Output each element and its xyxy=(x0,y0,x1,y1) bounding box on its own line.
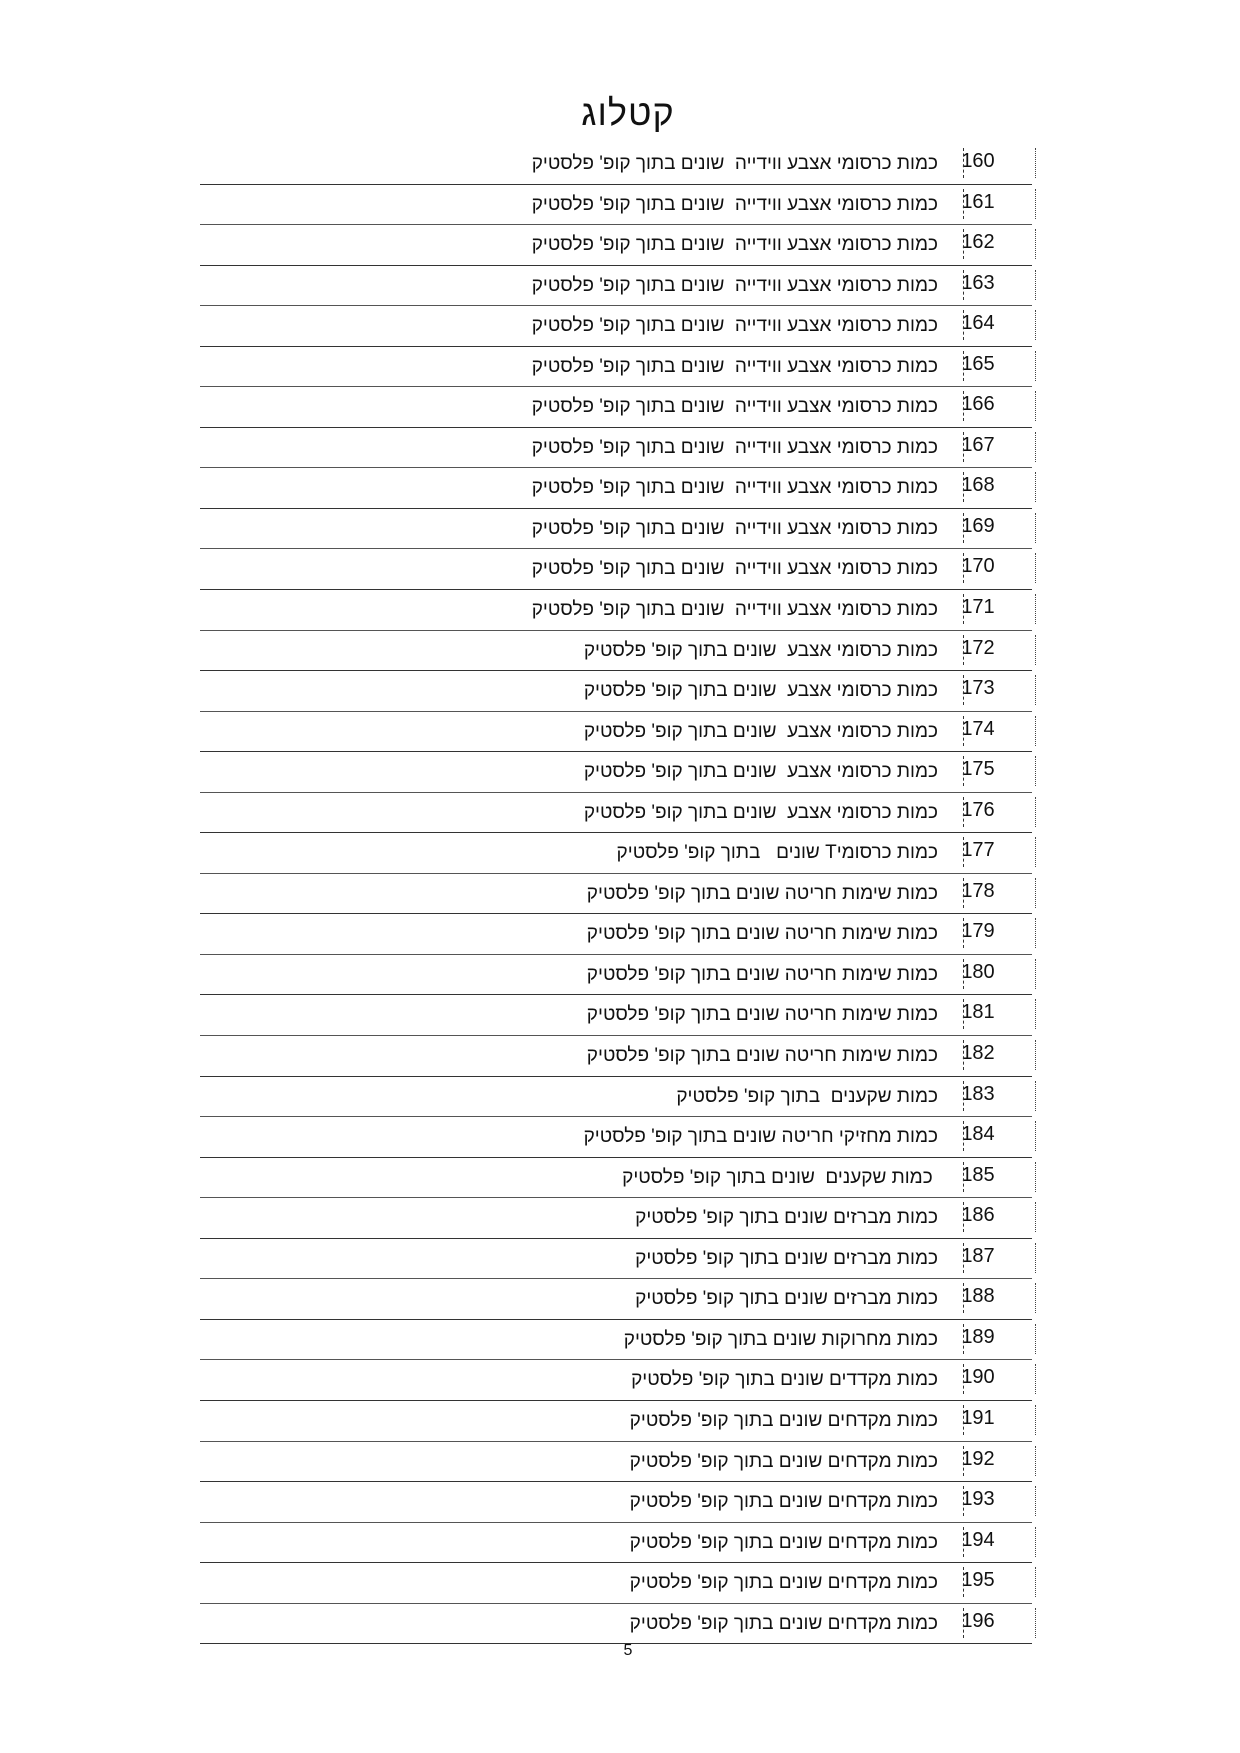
row-edge-mark xyxy=(1035,1486,1036,1516)
item-number: 174 xyxy=(961,717,995,740)
item-number: 168 xyxy=(961,474,995,497)
column-divider xyxy=(963,1121,964,1151)
item-number: 191 xyxy=(961,1406,995,1429)
item-description: כמות שימות חריטה שונים בתוך קופ' פלסטיק xyxy=(586,1004,938,1026)
row-edge-mark xyxy=(1035,716,1036,746)
table-row xyxy=(200,225,1032,266)
item-description: כמות כרסומי אצבע ווידייה שונים בתוך קופ' פלסטיק xyxy=(531,355,938,377)
table-row xyxy=(200,631,1032,672)
item-description: כמות שימות חריטה שונים בתוך קופ' פלסטיק xyxy=(586,963,938,985)
table-row xyxy=(200,712,1032,753)
item-description: כמות כרסומי אצבע ווידייה שונים בתוך קופ' פלסטיק xyxy=(531,193,938,215)
table-row xyxy=(200,955,1032,996)
item-description: כמות כרסומיT שונים בתוך קופ' פלסטיק xyxy=(616,842,938,864)
table-row xyxy=(200,1117,1032,1158)
column-divider xyxy=(963,918,964,948)
item-number: 166 xyxy=(961,393,995,416)
table-row xyxy=(200,549,1032,590)
row-edge-mark xyxy=(1035,594,1036,624)
table-row xyxy=(200,1482,1032,1523)
item-number: 163 xyxy=(961,271,995,294)
item-number: 161 xyxy=(961,190,995,213)
item-number: 173 xyxy=(961,677,995,700)
column-divider xyxy=(963,1567,964,1597)
row-edge-mark xyxy=(1035,797,1036,827)
item-number: 183 xyxy=(961,1082,995,1105)
table-row xyxy=(200,468,1032,509)
column-divider xyxy=(963,1364,964,1394)
column-divider xyxy=(963,797,964,827)
item-number: 172 xyxy=(961,636,995,659)
table-row xyxy=(200,833,1032,874)
item-description: כמות כרסומי אצבע ווידייה שונים בתוך קופ' פלסטיק xyxy=(531,477,938,499)
column-divider xyxy=(963,959,964,989)
item-number: 178 xyxy=(961,879,995,902)
item-description: כמות מברזים שונים בתוך קופ' פלסטיק xyxy=(635,1207,938,1229)
item-number: 176 xyxy=(961,798,995,821)
row-edge-mark xyxy=(1035,1567,1036,1597)
column-divider xyxy=(963,756,964,786)
column-divider xyxy=(963,635,964,665)
row-edge-mark xyxy=(1035,918,1036,948)
table-row xyxy=(200,1563,1032,1604)
item-number: 169 xyxy=(961,514,995,537)
row-edge-mark xyxy=(1035,878,1036,908)
item-description: כמות מקדחים שונים בתוך קופ' פלסטיק xyxy=(629,1491,938,1513)
item-description: כמות שימות חריטה שונים בתוך קופ' פלסטיק xyxy=(586,923,938,945)
item-number: 170 xyxy=(961,555,995,578)
row-edge-mark xyxy=(1035,1324,1036,1354)
item-number: 186 xyxy=(961,1204,995,1227)
column-divider xyxy=(963,716,964,746)
column-divider xyxy=(963,878,964,908)
item-description: כמות כרסומי אצבע שונים בתוך קופ' פלסטיק xyxy=(583,639,938,661)
column-divider xyxy=(963,270,964,300)
item-number: 194 xyxy=(961,1528,995,1551)
table-row xyxy=(200,1198,1032,1239)
row-edge-mark xyxy=(1035,837,1036,867)
item-description: כמות כרסומי אצבע ווידייה שונים בתוך קופ' פלסטיק xyxy=(531,558,938,580)
item-description: כמות שקענים שונים בתוך קופ' פלסטיק xyxy=(622,1166,938,1188)
table-row xyxy=(200,1604,1032,1645)
row-edge-mark xyxy=(1035,999,1036,1029)
row-edge-mark xyxy=(1035,1202,1036,1232)
row-edge-mark xyxy=(1035,513,1036,543)
column-divider xyxy=(963,310,964,340)
column-divider xyxy=(963,1527,964,1557)
item-number: 190 xyxy=(961,1366,995,1389)
table-row xyxy=(200,387,1032,428)
column-divider xyxy=(963,1324,964,1354)
item-description: כמות מקדדים שונים בתוך קופ' פלסטיק xyxy=(631,1369,938,1391)
row-edge-mark xyxy=(1035,553,1036,583)
column-divider xyxy=(963,513,964,543)
item-number: 196 xyxy=(961,1609,995,1632)
row-edge-mark xyxy=(1035,1081,1036,1111)
row-edge-mark xyxy=(1035,472,1036,502)
item-number: 185 xyxy=(961,1163,995,1186)
column-divider xyxy=(963,1202,964,1232)
column-divider xyxy=(963,148,964,178)
table-row xyxy=(200,428,1032,469)
item-number: 192 xyxy=(961,1447,995,1470)
table-row xyxy=(200,144,1032,185)
row-edge-mark xyxy=(1035,1162,1036,1192)
item-number: 189 xyxy=(961,1325,995,1348)
row-edge-mark xyxy=(1035,148,1036,178)
row-edge-mark xyxy=(1035,270,1036,300)
item-description: כמות כרסומי אצבע ווידייה שונים בתוך קופ' פלסטיק xyxy=(531,274,938,296)
row-edge-mark xyxy=(1035,675,1036,705)
table-row xyxy=(200,1077,1032,1118)
table-row xyxy=(200,590,1032,631)
row-edge-mark xyxy=(1035,1121,1036,1151)
item-number: 162 xyxy=(961,231,995,254)
table-row xyxy=(200,1360,1032,1401)
row-edge-mark xyxy=(1035,189,1036,219)
table-row xyxy=(200,1401,1032,1442)
row-edge-mark xyxy=(1035,1283,1036,1313)
column-divider xyxy=(963,432,964,462)
item-description: כמות מקדחים שונים בתוך קופ' פלסטיק xyxy=(629,1572,938,1594)
item-number: 181 xyxy=(961,1001,995,1024)
page-title: קטלוג xyxy=(581,92,675,133)
column-divider xyxy=(963,1283,964,1313)
item-description: כמות שקענים בתוך קופ' פלסטיק xyxy=(676,1085,938,1107)
row-edge-mark xyxy=(1035,391,1036,421)
item-description: כמות כרסומי אצבע ווידייה שונים בתוך קופ' פלסטיק xyxy=(531,153,938,174)
item-description: כמות מקדחים שונים בתוך קופ' פלסטיק xyxy=(629,1409,938,1431)
table-row xyxy=(200,874,1032,915)
column-divider xyxy=(963,1608,964,1638)
column-divider xyxy=(963,837,964,867)
item-number: 180 xyxy=(961,960,995,983)
table-row xyxy=(200,752,1032,793)
item-description: כמות מברזים שונים בתוך קופ' פלסטיק xyxy=(635,1247,938,1269)
table-row xyxy=(200,1279,1032,1320)
table-row xyxy=(200,347,1032,388)
column-divider xyxy=(963,351,964,381)
table-row xyxy=(200,914,1032,955)
item-number: 160 xyxy=(961,150,995,172)
table-row xyxy=(200,1320,1032,1361)
item-number: 167 xyxy=(961,433,995,456)
item-number: 177 xyxy=(961,839,995,862)
item-number: 188 xyxy=(961,1285,995,1308)
item-description: כמות כרסומי אצבע שונים בתוך קופ' פלסטיק xyxy=(583,801,938,823)
row-edge-mark xyxy=(1035,310,1036,340)
table-row xyxy=(200,1523,1032,1564)
row-edge-mark xyxy=(1035,1527,1036,1557)
column-divider xyxy=(963,1405,964,1435)
column-divider xyxy=(963,675,964,705)
column-divider xyxy=(963,1081,964,1111)
item-description: כמות מקדחים שונים בתוך קופ' פלסטיק xyxy=(629,1531,938,1553)
column-divider xyxy=(963,999,964,1029)
table-row xyxy=(200,509,1032,550)
row-edge-mark xyxy=(1035,1446,1036,1476)
row-edge-mark xyxy=(1035,1405,1036,1435)
item-description: כמות מקדחים שונים בתוך קופ' פלסטיק xyxy=(629,1612,938,1634)
column-divider xyxy=(963,1243,964,1273)
item-number: 179 xyxy=(961,920,995,943)
table-row xyxy=(200,185,1032,226)
item-description: כמות מקדחים שונים בתוך קופ' פלסטיק xyxy=(629,1450,938,1472)
table-row xyxy=(200,1036,1032,1077)
item-description: כמות כרסומי אצבע ווידייה שונים בתוך קופ' פלסטיק xyxy=(531,436,938,458)
page-number: 5 xyxy=(623,1642,633,1659)
item-description: כמות מברזים שונים בתוך קופ' פלסטיק xyxy=(635,1288,938,1310)
item-description: כמות כרסומי אצבע ווידייה שונים בתוך קופ' פלסטיק xyxy=(531,599,938,621)
row-edge-mark xyxy=(1035,229,1036,259)
item-number: 165 xyxy=(961,352,995,375)
column-divider xyxy=(963,1040,964,1070)
column-divider xyxy=(963,1162,964,1192)
item-number: 164 xyxy=(961,312,995,335)
item-description: כמות כרסומי אצבע ווידייה שונים בתוך קופ' פלסטיק xyxy=(531,315,938,337)
item-number: 171 xyxy=(961,596,995,619)
column-divider xyxy=(963,1446,964,1476)
table-row xyxy=(200,671,1032,712)
column-divider xyxy=(963,594,964,624)
item-description: כמות כרסומי אצבע שונים בתוך קופ' פלסטיק xyxy=(583,680,938,702)
row-edge-mark xyxy=(1035,635,1036,665)
table-row xyxy=(200,306,1032,347)
item-description: כמות שימות חריטה שונים בתוך קופ' פלסטיק xyxy=(586,882,938,904)
column-divider xyxy=(963,391,964,421)
item-description: כמות מחרוקות שונים בתוך קופ' פלסטיק xyxy=(623,1328,938,1350)
table-row xyxy=(200,793,1032,834)
row-edge-mark xyxy=(1035,1243,1036,1273)
item-number: 182 xyxy=(961,1042,995,1065)
item-description: כמות שימות חריטה שונים בתוך קופ' פלסטיק xyxy=(586,1045,938,1067)
row-edge-mark xyxy=(1035,959,1036,989)
item-description: כמות כרסומי אצבע שונים בתוך קופ' פלסטיק xyxy=(583,720,938,742)
item-number: 195 xyxy=(961,1569,995,1592)
item-number: 184 xyxy=(961,1123,995,1146)
row-edge-mark xyxy=(1035,1040,1036,1070)
item-number: 193 xyxy=(961,1488,995,1511)
table-row xyxy=(200,1442,1032,1483)
item-description: כמות כרסומי אצבע ווידייה שונים בתוך קופ' פלסטיק xyxy=(531,396,938,418)
item-description: כמות כרסומי אצבע שונים בתוך קופ' פלסטיק xyxy=(583,761,938,783)
row-edge-mark xyxy=(1035,1364,1036,1394)
row-edge-mark xyxy=(1035,756,1036,786)
row-edge-mark xyxy=(1035,351,1036,381)
column-divider xyxy=(963,1486,964,1516)
row-edge-mark xyxy=(1035,1608,1036,1638)
column-divider xyxy=(963,472,964,502)
row-edge-mark xyxy=(1035,432,1036,462)
item-description: כמות כרסומי אצבע ווידייה שונים בתוך קופ' פלסטיק xyxy=(531,517,938,539)
table-row xyxy=(200,1239,1032,1280)
table-row xyxy=(200,266,1032,307)
column-divider xyxy=(963,553,964,583)
column-divider xyxy=(963,229,964,259)
catalog-table xyxy=(200,144,1032,1644)
item-description: כמות כרסומי אצבע ווידייה שונים בתוך קופ' פלסטיק xyxy=(531,234,938,256)
item-number: 187 xyxy=(961,1244,995,1267)
table-row xyxy=(200,995,1032,1036)
column-divider xyxy=(963,189,964,219)
item-description: כמות מחזיקי חריטה שונים בתוך קופ' פלסטיק xyxy=(583,1126,938,1148)
item-number: 175 xyxy=(961,758,995,781)
table-row xyxy=(200,1158,1032,1199)
